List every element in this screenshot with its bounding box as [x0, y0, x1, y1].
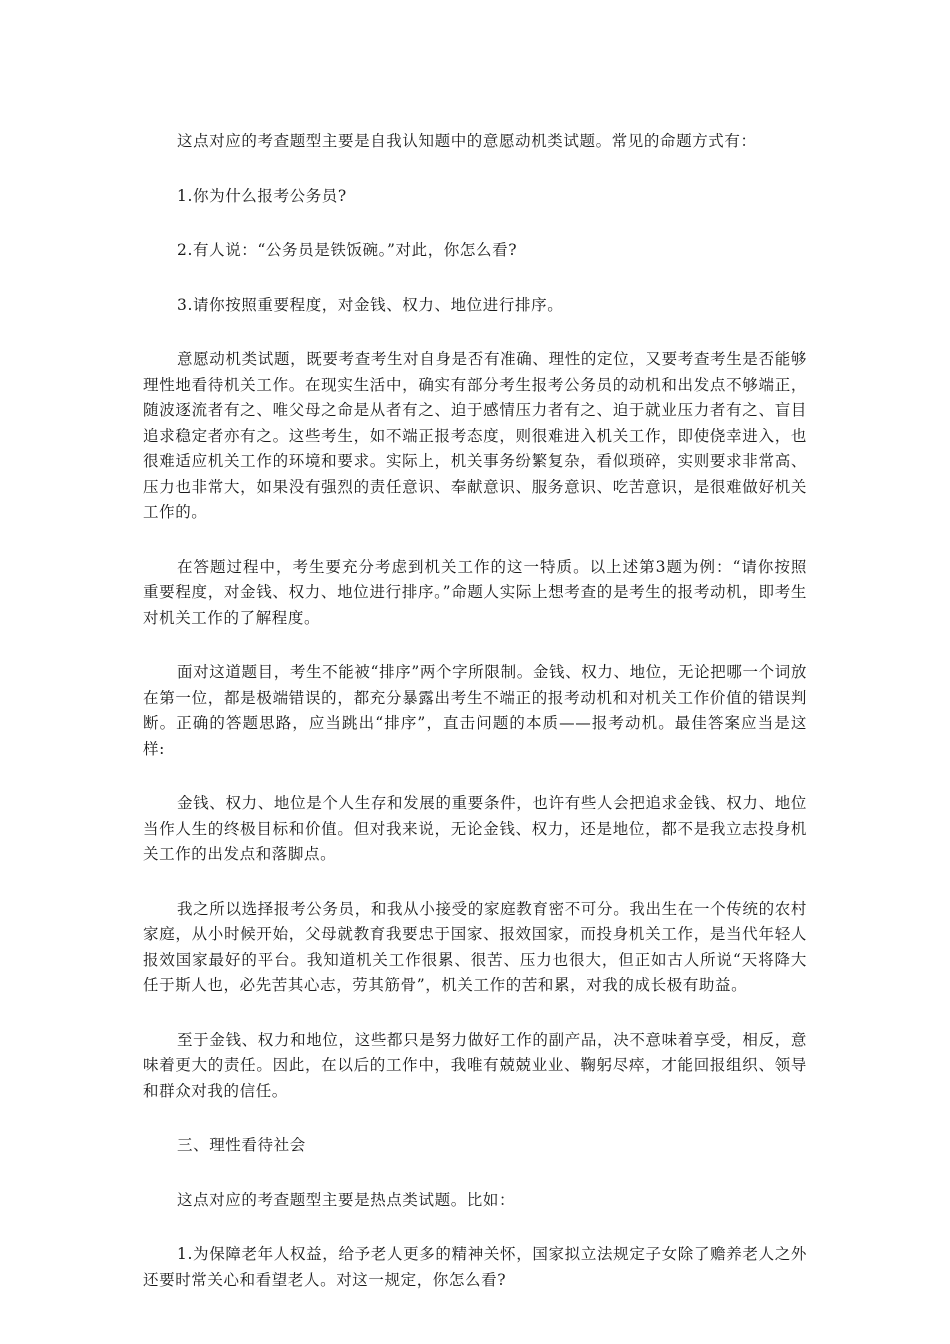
question-item-1: 1.你为什么报考公务员? — [177, 186, 347, 205]
paragraph-hot-topic-intro: 这点对应的考查题型主要是热点类试题。比如： — [177, 1190, 516, 1209]
hot-topic-question-1: 1.为保障老年人权益，给予老人更多的精神关怀，国家拟立法规定子女除了赡养老人之外还要时常关心和看望老人。对这一规定，你怎么看? — [143, 1245, 807, 1289]
section-heading: 三、理性看待社会 — [177, 1136, 306, 1154]
paragraph-answer-part-3: 至于金钱、权力和地位，这些都只是努力做好工作的副产品，决不意味着享受，相反，意味着更大的责任。因此，在以后的工作中，我唯有兢兢业业、鞠躬尽瘁，才能回报组织、领导和群众对我的信任。 — [143, 1030, 807, 1100]
document-body — [143, 129, 807, 1322]
paragraph-motivation-analysis: 意愿动机类试题，既要考查考生对自身是否有准确、理性的定位，又要考查考生是否能够理性地看待机关工作。在现实生活中，确实有部分考生报考公务员的动机和出发点不够端正，随波逐流者有之、唯父母之命是从者有之、迫于感情压力者有之、迫于就业压力者有之、盲目追求稳定者亦有之。这些考生，如不端正报考态度，则很难进入机关工作，即使侥幸进入，也很难适应机关工作的环境和要求。实际上，机关事务纷繁复杂，看似琐碎，实则要求非常高、压力也非常大，如果没有强烈的责任意识、奉献意识、服务意识、吃苦意识，是很难做好机关工作的。 — [143, 350, 807, 521]
question-item-2: 2.有人说：“公务员是铁饭碗。”对此，你怎么看? — [177, 241, 518, 259]
question-item-3: 3.请你按照重要程度，对金钱、权力、地位进行排序。 — [177, 295, 564, 314]
paragraph-answer-part-2: 我之所以选择报考公务员，和我从小接受的家庭教育密不可分。我出生在一个传统的农村家庭，从小时候开始，父母就教育我要忠于国家、报效国家，而投身机关工作，是当代年轻人报效国家最好的平台。我知道机关工作很累、很苦、压力也很大，但正如古人所说“天将降大任于斯人也，必先苦其心志，劳其筋骨”，机关工作的苦和累，对我的成长极有助益。 — [143, 899, 807, 994]
paragraph-answer-part-1: 金钱、权力、地位是个人生存和发展的重要条件，也许有些人会把追求金钱、权力、地位当作人生的终极目标和价值。但对我来说，无论金钱、权力，还是地位，都不是我立志投身机关工作的出发点和落脚点。 — [143, 794, 807, 863]
paragraph-intro: 这点对应的考查题型主要是自我认知题中的意愿动机类试题。常见的命题方式有： — [177, 132, 757, 150]
paragraph-ranking-analysis: 面对这道题目，考生不能被“排序”两个字所限制。金钱、权力、地位，无论把哪一个词放在第一位，都是极端错误的，都充分暴露出考生不端正的报考动机和对机关工作价值的错误判断。正确的答题思路，应当跳出“排序”，直击问题的本质——报考动机。最佳答案应当是这样: — [143, 663, 807, 758]
paragraph-answering-approach: 在答题过程中，考生要充分考虑到机关工作的这一特质。以上述第3题为例：“请你按照重要程度，对金钱、权力、地位进行排序。”命题人实际上想考查的是考生的报考动机，即考生对机关工作的了解程度。 — [143, 557, 807, 627]
